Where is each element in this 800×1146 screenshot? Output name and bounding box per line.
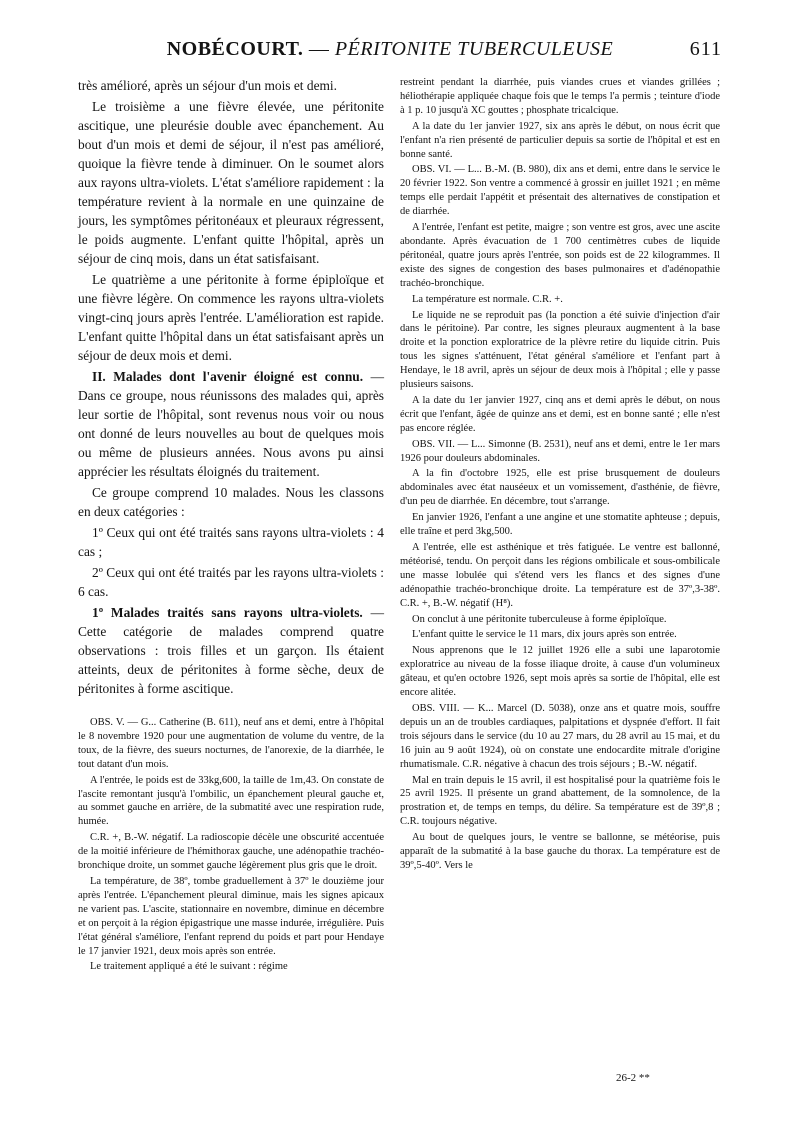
section-paragraph <box>78 367 384 481</box>
case-note: On conclut à une péritonite tuberculeuse à forme épiploïque. <box>412 613 667 625</box>
case-note: Au bout de quelques jours, le ventre se ballonne, se météorise, puis apparaît de la submatité à la base gauche du thorax. La température est de 39º,5-40º. Vers le <box>400 832 720 871</box>
section-paragraph <box>78 603 384 698</box>
paragraph: très amélioré, après un séjour d'un mois et demi. <box>78 78 337 93</box>
case-note: OBS. VIII. — K... Marcel (D. 5038), onze ans et quatre mois, souffre depuis un an de troubles cardiaques, palpitations et dyspnée d'effort. Il fait trois séjours dans le service (du 10 au 27 mars, du 28 avril au 15 mai, et du 16 juin au 9 août 1924), où on constate une endocardite mitrale d'origine rhumatismale. C.R. négative à chacun des trois séjours ; B.-W. négatif. <box>400 702 720 770</box>
case-note: A l'entrée, le poids est de 33kg,600, la taille de 1m,43. On constate de l'ascite remontant jusqu'à l'ombilic, un épanchement pleural gauche et, au sommet gauche en arrière, de la submatité avec une respiration rude, humée. <box>78 774 384 828</box>
case-note: OBS. VI. — L... B.-M. (B. 980), dix ans et demi, entre dans le service le 20 février 1922. Son ventre a commencé à grossir en juillet 1921 ; en même temps elle perdait l'appétit et présentait des alternatives de constipation et de diarrhée. <box>400 164 720 218</box>
case-note: OBS. V. — G... Catherine (B. 611), neuf ans et demi, entre à l'hôpital le 8 novembre 1920 pour une augmentation de volume du ventre, de la toux, de la fièvre, des sueurs nocturnes, de l'anorexie, de la diarrhée, le tout datant d'un mois. <box>78 717 384 770</box>
left-column <box>78 76 384 976</box>
paragraph: Le troisième a une fièvre élevée, une péritonite ascitique, une pleurésie double avec épanchement. Au bout d'un mois et demi de séjour, il n'est pas amélioré, quoique la fièvre tende à diminuer. On le soumet alors aux rayons ultra-violets. L'état s'améliore rapidement : la température revient à la normale en une quinzaine de jours, les symptômes péritonéaux et pleuraux régressent, le poids augmente. L'enfant quitte l'hôpital, après un séjour de cinq mois, dans un état satisfaisant. <box>78 99 384 266</box>
spacer <box>78 700 384 716</box>
section-text: — Cette catégorie de malades comprend quatre observations : trois filles et un garçon. Ils étaient atteints, deux de péritonites à forme sèche, deux de péritonites à forme ascitique. <box>78 605 384 696</box>
section-heading: II. Malades dont l'avenir éloigné est connu. <box>92 369 364 384</box>
running-head <box>150 38 630 61</box>
left-case-notes <box>78 716 384 974</box>
header-separator: — <box>308 38 330 60</box>
case-note: En janvier 1926, l'enfant a une angine et une stomatite aphteuse ; depuis, elle traîne et perd 3kg,500. <box>400 512 720 538</box>
case-note: Mal en train depuis le 15 avril, il est hospitalisé pour la quatrième fois le 25 avril 1925. Il présente un grand abattement, de la somnolence, de la prostration et, de temps en temps, du délire. Sa température est de 39º,8 ; C.R. toujours négative. <box>400 774 720 828</box>
paragraph: Le quatrième a une péritonite à forme épiploïque et une fièvre légère. On commence les rayons ultra-violets vingt-cinq jours après l'entrée. L'amélioration est rapide. L'enfant quitte l'hôpital dans un état satisfaisant après un séjour de deux mois et demi. <box>78 272 384 363</box>
printer-signature: 26-2 ** <box>616 1072 650 1084</box>
right-column <box>400 76 720 875</box>
case-note: C.R. +, B.-W. négatif. La radioscopie décèle une obscurité accentuée de la moitié inférieure de l'hémithorax gauche, une adénopathie trachéo-bronchique droite, un sommet gauche légèrement plus gris que le droit. <box>78 832 384 872</box>
case-note: A l'entrée, l'enfant est petite, maigre ; son ventre est gros, avec une ascite abondante. Après évacuation de 1 700 centimètres cubes de liquide péritonéal, quatre jours après l'entrée, son poids est de 22 kilogrammes. Il existe des signes de congestion des bases pulmonaires et d'adénopathie trachéo-bronchique. <box>400 222 720 289</box>
case-note: A la fin d'octobre 1925, elle est prise brusquement de douleurs abdominales avec état nauséeux et un vomissement, d'asthénie, de fièvre, d'un peu de diarrhée. En décembre, tout s'arrange. <box>400 468 720 508</box>
list-item: 2º Ceux qui ont été traités par les rayons ultra-violets : 6 cas. <box>78 565 384 599</box>
page-number: 611 <box>689 38 722 60</box>
case-note: A la date du 1er janvier 1927, cinq ans et demi après le début, on nous écrit que l'enfant, âgée de quinze ans et demi, est en bonne santé ; elle n'est pas encore réglée. <box>400 394 720 434</box>
case-note: A l'entrée, elle est asthénique et très fatiguée. Le ventre est ballonné, météorisé, tendu. On perçoit dans les régions ombilicale et sous-ombilicale une masse lobulée qui s'étend vers les flancs et des signes d'une adénopathie trachéo-bronchique droite. La température est de 37º,3-38º. C.R. +, B.-W. négatif (H⁸). <box>400 542 720 609</box>
case-note: Nous apprenons que le 12 juillet 1926 elle a subi une laparotomie exploratrice au niveau de la fosse iliaque droite, à cause d'un volumineux gâteau, et qu'en octobre 1926, sept mois après sa sortie de l'hôpital, elle est encore alitée. <box>400 645 720 699</box>
section-text: — Dans ce groupe, nous réunissons des malades qui, après leur sortie de l'hôpital, sont revenus nous voir ou nous ont donné de leurs nouvelles au bout de quelques mois ou même de plusieurs années. Nous avons pu ainsi apprécier les résultats éloignés du traitement. <box>78 369 384 479</box>
case-note: La température, de 38º, tombe graduellement à 37º le douzième jour après l'entrée. L'épanchement pleural diminue, mais les signes apicaux ne varient pas. L'ascite, stationnaire en novembre, diminue en décembre et on perçoit à la région épigastrique une masse indurée, irrégulière. Puis l'état général s'améliore, l'enfant reprend du poids et part pour Hendaye le 17 janvier 1921, deux mois après son entrée. <box>78 875 384 957</box>
case-note: L'enfant quitte le service le 11 mars, dix jours après son entrée. <box>412 629 677 641</box>
case-note: La température est normale. C.R. +. <box>412 293 563 305</box>
paragraph: Ce groupe comprend 10 malades. Nous les classons en deux catégories : <box>78 485 384 519</box>
list-item: 1º Ceux qui ont été traités sans rayons ultra-violets : 4 cas ; <box>78 525 384 559</box>
case-note: A la date du 1er janvier 1927, six ans après le début, on nous écrit que l'enfant n'a rien présenté de particulier depuis sa sortie de l'hôpital et est en bonne santé. <box>400 120 720 160</box>
header-author: NOBÉCOURT. <box>166 38 304 60</box>
header-title: PÉRITONITE TUBERCULEUSE <box>334 38 614 60</box>
case-note: OBS. VII. — L... Simonne (B. 2531), neuf ans et demi, entre le 1er mars 1926 pour douleurs abdominales. <box>400 438 720 464</box>
left-main-text <box>78 76 384 698</box>
case-note: Le liquide ne se reproduit pas (la ponction a été suivie d'injection d'air dans le péritoine). Par contre, les signes pleuraux augmentent à la base droite et la ponction exploratrice de la plèvre retire du liquide citrin. Puis tous les signes s'atténuent, l'état général s'améliore et l'enfant part à Hendaye, le 18 avril, après un séjour de deux mois à l'hôpital ; elle y passe plusieurs saisons. <box>400 309 720 391</box>
subsection-heading: 1º Malades traités sans rayons ultra-violets. <box>92 605 363 620</box>
case-note: Le traitement appliqué a été le suivant : régime <box>90 961 288 973</box>
case-note: restreint pendant la diarrhée, puis viandes crues et viandes grillées ; héliothérapie appliquée chaque fois que le temps l'a permis ; teinture d'iode à 1 p. 10 jusqu'à XC gouttes ; phosphate tricalcique. <box>400 77 720 116</box>
